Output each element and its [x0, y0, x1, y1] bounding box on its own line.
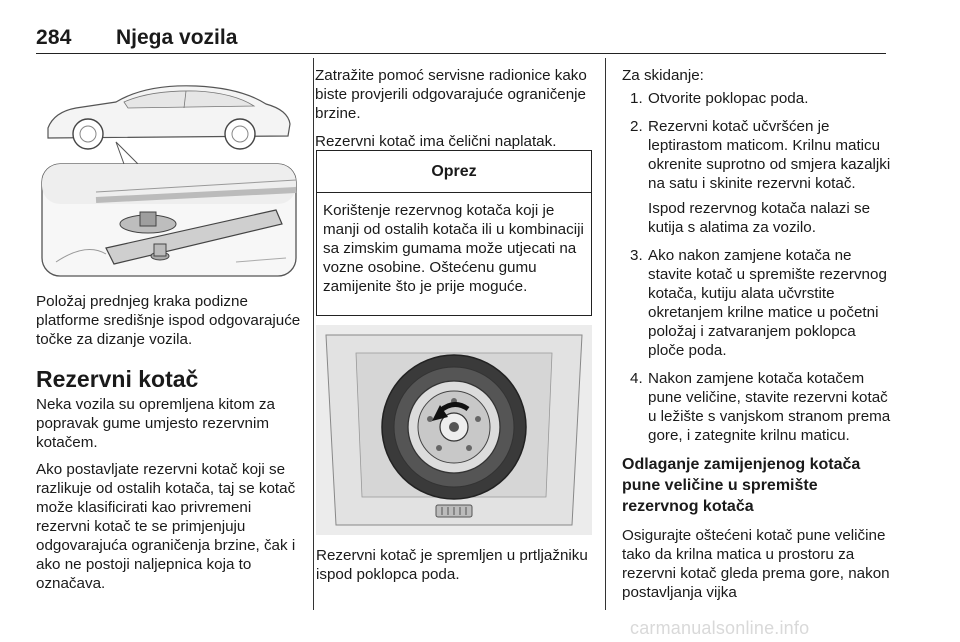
figure-caption-spare-wheel: Rezervni kotač je spremljen u prtljažniku ispod poklopca poda.	[316, 547, 588, 583]
step-note: Ispod rezervnog kotača nalazi se kutija s alatima za vozilo.	[648, 200, 871, 236]
column-1-body	[36, 395, 304, 601]
paragraph: Zatražite pomoć servisne radionice kako biste provjerili odgovarajuće ograničenje brzine.	[315, 67, 587, 122]
subheading: Odlaganje zamijenjenog kotača pune veličine u spremište rezervnog kotača	[622, 456, 861, 515]
paragraph: Osigurajte oštećeni kotač pune veličine tako da krilna matica u prostoru za rezervni kotač gleda prema gore, nakon postavljanja vijka	[622, 527, 890, 601]
removal-steps	[622, 89, 892, 445]
column-3	[622, 66, 892, 611]
step-text: Nakon zamjene kotača kotačem pune veličine, stavite rezervni kotač u ležište s vanjskom stranom prema gore, i zategnite krilnu maticu.	[648, 370, 891, 444]
step-number: 2.	[630, 118, 643, 135]
steps-intro: Za skidanje:	[622, 67, 704, 84]
column-divider-2	[605, 58, 606, 610]
caution-text: Korištenje rezervnog kotača koji je manji od ostalih kotača ili u kombinaciji sa zimskim gumama može utjecati na vozne osobine. Oštećenu gumu zamijenite što je prije moguće.	[323, 202, 584, 295]
page-header	[36, 26, 886, 54]
paragraph: Neka vozila su opremljena kitom za popravak gume umjesto rezervnim kotačem.	[36, 396, 275, 451]
caution-title: Oprez	[317, 151, 591, 193]
step-number: 1.	[630, 90, 643, 107]
spare-wheel-illustration	[316, 325, 592, 535]
step-number: 3.	[630, 247, 643, 264]
paragraph: Rezervni kotač ima čelični naplatak.	[315, 133, 557, 150]
figure-caption-lift: Položaj prednjeg kraka podizne platforme središnje ispod odgovarajuće točke za dizanje vozila.	[36, 293, 301, 348]
lift-point-illustration	[36, 72, 298, 282]
chapter-title: Njega vozila	[116, 26, 238, 49]
paragraph: Ako postavljate rezervni kotač koji se razlikuje od ostalih kotača, taj se kotač može klasificirati kao privremeni rezervni kotač te se primjenjuju odgovarajuća ograničenja brzine, čak i ako ne postoji naljepnica koja to označava.	[36, 461, 296, 592]
section-title: Rezervni kotač	[36, 366, 199, 392]
list-item	[622, 89, 892, 108]
step-text: Otvorite poklopac poda.	[648, 90, 809, 107]
page-number: 284	[36, 26, 72, 49]
list-item	[622, 117, 892, 237]
list-item	[622, 369, 892, 445]
watermark: carmanualsonline.info	[630, 618, 810, 638]
caution-box	[316, 150, 592, 316]
column-divider-1	[313, 58, 314, 610]
step-number: 4.	[630, 370, 643, 387]
step-text: Rezervni kotač učvršćen je leptirastom maticom. Krilnu maticu okrenite suprotno od smjera kazaljki na satu i skinite rezervni kotač.	[648, 118, 891, 192]
step-text: Ako nakon zamjene kotača ne stavite kotač u spremište rezervnog kotača, kutiju alata učvrstite okretanjem krilne matice u početni položaj i zatvaranjem poklopca ploče poda.	[648, 247, 887, 359]
list-item	[622, 246, 892, 360]
column-2-intro	[315, 66, 593, 160]
